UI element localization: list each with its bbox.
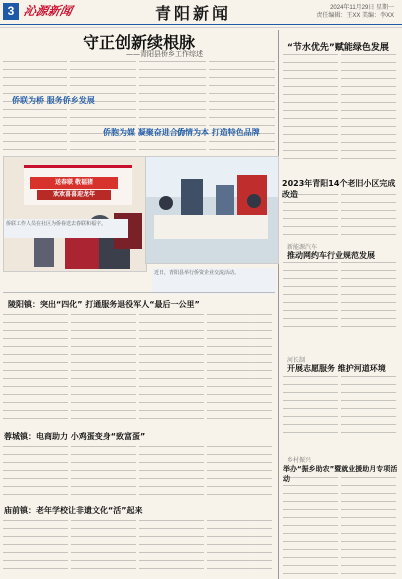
issue-meta: 2024年11月29日 星期一 责任编辑：王XX 美编：李XX <box>316 5 394 19</box>
right-news-2-col-1 <box>283 262 338 330</box>
photo-1-banner-2: 欢欢喜喜迎龙年 <box>37 190 111 200</box>
lead-column-2 <box>70 61 136 152</box>
page-number: 3 <box>3 3 19 20</box>
photo-2 <box>145 156 279 264</box>
photo-2-caption: 近日，青阳县举行侨资企业交流活动。 <box>152 268 276 294</box>
right-news-2-title: 推动网约车行业规范发展 <box>287 251 375 260</box>
photo-1-drawing <box>4 157 146 271</box>
bottom-left-2-col-3 <box>139 446 204 498</box>
photo-2-drawing <box>146 157 278 263</box>
section-divider <box>3 292 275 293</box>
bottom-left-title-3: 庙前镇：老年学校让非遗文化“活”起来 <box>4 506 143 515</box>
bottom-left-title-2: 蓉城镇：电商助力 小鸡蛋变身“致富蛋” <box>4 432 146 441</box>
photo-1-banner: 送春联 敬福猪 <box>30 177 118 189</box>
right-news-1-col-1 <box>283 194 338 236</box>
right-top-col-1 <box>283 54 338 164</box>
lead-subhead-3: 侨情为本 打造特色品牌 <box>177 128 260 137</box>
right-news-2-kicker: 新能源汽车 <box>287 244 318 251</box>
bottom-left-3-col-4 <box>207 520 272 576</box>
bottom-left-col-3 <box>139 314 204 426</box>
right-news-2-col-2 <box>341 262 396 330</box>
bottom-left-3-col-2 <box>71 520 136 576</box>
bottom-left-3-col-3 <box>139 520 204 576</box>
lead-column-1 <box>3 61 67 152</box>
lead-column-4 <box>209 61 275 152</box>
photo-1 <box>3 156 147 272</box>
right-news-4-col-1 <box>283 477 338 575</box>
bottom-left-col-2 <box>71 314 136 426</box>
newspaper-logo: 沁源新闻 <box>22 4 74 18</box>
mast-rule-thin <box>0 27 402 28</box>
right-news-3-col-2 <box>341 376 396 440</box>
right-top-col-2 <box>341 54 396 164</box>
right-news-4-title: 举办“振乡助农”暨就业援助月专项活动 <box>283 465 398 483</box>
right-column-divider <box>278 30 279 579</box>
bottom-left-2-col-1 <box>3 446 68 498</box>
lead-title: 守正创新续根脉 <box>83 33 196 52</box>
bottom-left-2-col-2 <box>71 446 136 498</box>
bottom-left-col-4 <box>207 314 272 426</box>
lead-subhead-1: 侨联为桥 服务侨乡发展 <box>12 96 95 105</box>
bottom-left-col-1 <box>3 314 68 426</box>
section-title: 青阳新闻 <box>155 4 232 23</box>
bottom-left-3-col-1 <box>3 520 68 576</box>
right-top-title: “节水优先”赋能绿色发展 <box>287 43 389 53</box>
masthead <box>0 0 402 26</box>
right-news-3-kicker: 河长制 <box>287 357 306 364</box>
right-news-4-col-2 <box>341 477 396 575</box>
right-news-3-col-1 <box>283 376 338 440</box>
right-news-4-kicker: 乡村振兴 <box>287 457 312 464</box>
lead-subtitle: ——青阳县侨乡工作综述 <box>126 50 203 58</box>
bottom-left-2-col-4 <box>207 446 272 498</box>
bottom-left-title-1: 陵阳镇：突出“四化” 打通服务退役军人“最后一公里” <box>8 300 200 309</box>
right-news-1-title: 2023年青阳14个老旧小区完成改造 <box>282 179 396 199</box>
photo-1-caption: 侨联工作人员在社区为侨眷送去春联和福字。 <box>4 219 128 238</box>
right-news-1-col-2 <box>341 194 396 236</box>
right-news-3-title: 开展志愿服务 维护河道环境 <box>287 364 386 373</box>
lead-column-3 <box>139 61 206 152</box>
lead-subhead-2: 侨胞为媒 凝聚奋进合力 <box>103 128 186 137</box>
mast-rule <box>0 24 402 25</box>
